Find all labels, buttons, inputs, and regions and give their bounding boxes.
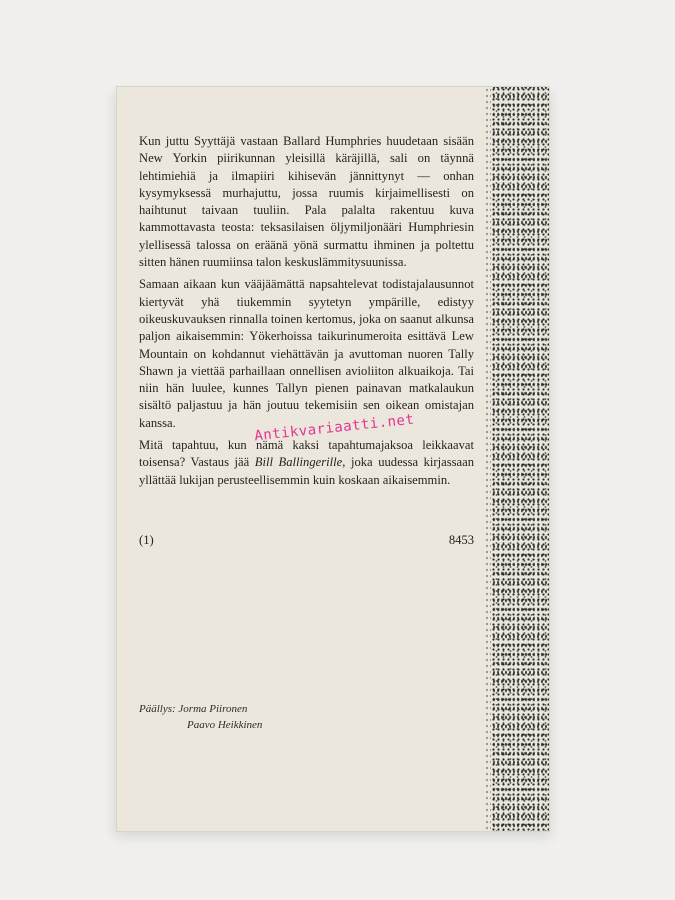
blurb-paragraph-2: Samaan aikaan kun vääjäämättä napsahtelevat todistajalausunnot kiertyvät yhä tiukemmin syytetyn ympärille, edistyy oikeuskuvauksen rinnalla toinen kertomus, joka on saanut alkunsa paljon aikaisemmin: Yökerhoissa taikurinumeroita esittävä Lew Mountain on kohdannut viehättävän ja avuttoman nuoren Tally Shawn ja viettää parhaillaan onnellisen avioliiton alkuaikoja. Tai niin hän luulee, kunnes Tallyn pienen painavan matkalaukun sisältö paljastuu ja hän joutuu tekemisiin sen oikean omistajan kanssa. <box>139 277 474 430</box>
credits-line-2: Paavo Heikkinen <box>187 719 263 731</box>
price-code: (1) <box>139 533 154 547</box>
blurb-paragraph-3-start: Mitä tapahtuu, kun nämä kaksi tapahtumajaksoa leikkaavat toisensa? Vastaus jää <box>139 438 474 470</box>
credits-line-1: Päällys: Jorma Piironen <box>139 703 248 715</box>
watermark-text: Antikvariaatti.net <box>253 411 416 445</box>
cover-credits <box>139 701 262 733</box>
speckled-spine-strip <box>491 87 549 831</box>
blurb-paragraph-3-end: joka uudessa kirjassaan yllättää lukijan perusteellisemmin kuin koskaan aikaisemmin. <box>139 455 474 487</box>
catalog-number: 8453 <box>448 533 474 547</box>
author-name-italic: Bill Ballingerille, <box>254 455 346 470</box>
book-back-cover <box>116 86 550 832</box>
blurb-paragraph-1: Kun juttu Syyttäjä vastaan Ballard Humphries huudetaan sisään New Yorkin piirikunnan yleisillä käräjillä, sali on täynnä lehtimiehiä ja ilmapiiri kihisevän jännittynyt — onhan kysymyksessä murhajuttu, jossa ruumis kirjaimellisesti on haihtunut taivaan tuuliin. Pala palalta rakentuu kuva kammottavasta teosta: teksasilaisen öljymiljonääri Humphriesin ylellisessä talossa on eräänä yönä surmattu ihminen ja poltettu sitten hänen ruumiinsa talon keskuslämmitysuunissa. <box>139 134 474 270</box>
codes-row <box>139 533 474 548</box>
blurb-text <box>139 133 474 494</box>
blurb-paragraph-3 <box>139 437 474 489</box>
